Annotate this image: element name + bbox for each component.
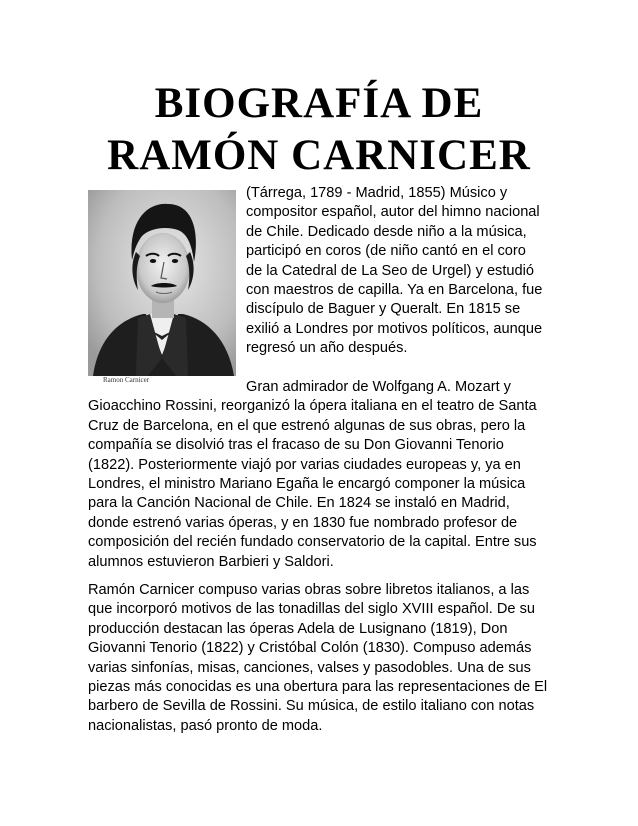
page-title — [0, 78, 638, 182]
biography-paragraph-2 — [88, 378, 550, 572]
biography-paragraph-1: (Tárrega, 1789 - Madrid, 1855) Músico y compositor español, autor del himno nacional de Chile. Dedicado desde niño a la música, participó en coros (de niño cantó en el coro de la Catedral de La Seo de Urgel) y estudió con maestros de capilla. Ya en Barcelona, fue discípulo de Baguer y Queralt. En 1815 se exilió a Londres por motivos políticos, aunque regresó un año después. — [246, 185, 543, 357]
title-line-1: BIOGRAFÍA DE — [154, 80, 484, 127]
portrait-image — [88, 190, 236, 386]
paragraph-2-text: Gran admirador de Wolfgang A. Mozart y Gioacchino Rossini, reorganizó la ópera italiana en el teatro de Santa Cruz de Barcelona, en el que estrenó algunas de sus obras, pero la compañía se disolvió tras el fracaso de su Don Giovanni Tenorio (1822). Posteriormente viajó por varias ciudades europeas y, ya en Londres, el ministro Mariano Egaña le encargó componer la música para la Canción Nacional de Chile. En 1824 se instaló en Madrid, donde estrenó varias óperas, y en 1830 fue nombrado profesor de composición del recién fundado conservatorio de la capital. Entre sus alumnos estuvieron Barbieri y Saldori. — [88, 379, 537, 570]
portrait-caption: Ramon Carnicer — [103, 376, 150, 384]
title-line-2: RAMÓN CARNICER — [107, 132, 531, 179]
biography-paragraph-3: Ramón Carnicer compuso varias obras sobre libretos italianos, a las que incorporó motivos de las tonadillas del siglo XVIII español. De su producción destacan las óperas Adela de Lusignano (1819), Don Giovanni Tenorio (1822) y Cristóbal Colón (1830). Compuso además varias sinfonías, misas, canciones, valses y pasodobles. Una de sus piezas más conocidas es una obertura para las representaciones de El barbero de Sevilla de Rossini. Su música, de estilo italiano con notas nacionalistas, pasó pronto de moda. — [88, 582, 548, 734]
portrait-engraving — [88, 190, 236, 386]
